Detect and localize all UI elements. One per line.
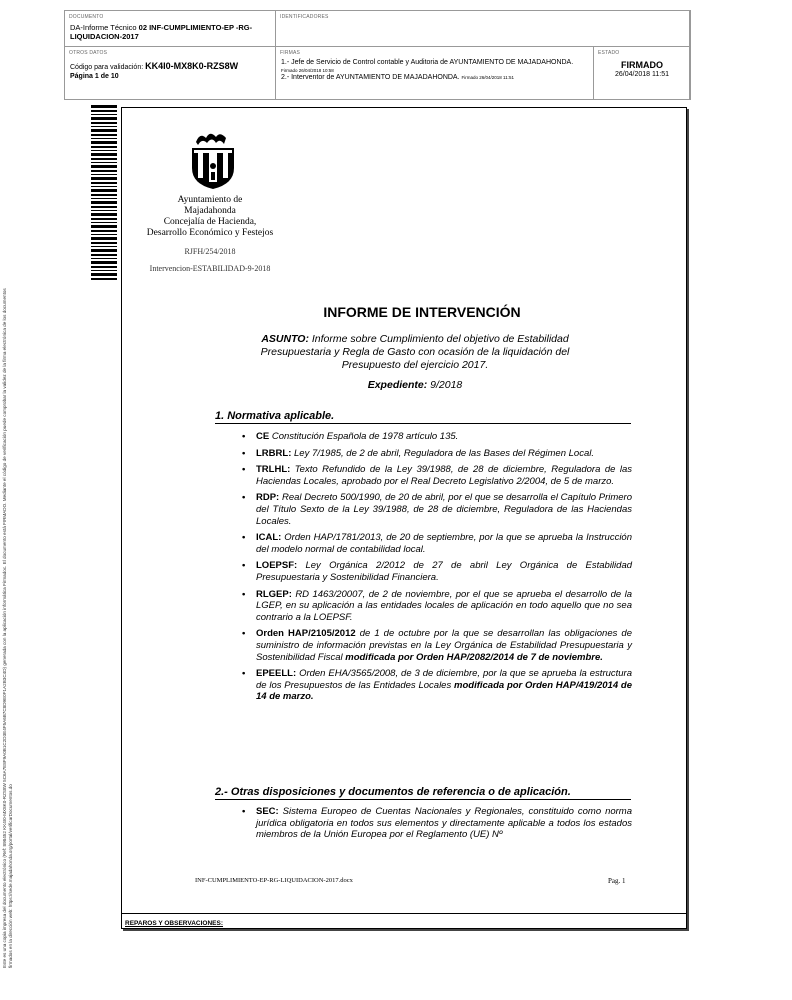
list-item-text: RD 1463/20007, de 2 de noviembre, por el que se aprueba el desarrollo de la LGEP, en su aplicación a las entidades locales de aplicación en todo aquello que no sea contrario a la LOEPSF. [256,588,633,623]
list-item [242,448,632,460]
signature-1 [281,59,591,75]
section-1-list [242,431,632,708]
document-title-bold: 02 INF-CUMPLIMIENTO-EP -RG-LIQUIDACION-2017 [70,23,253,41]
letterhead-line-4: Desarrollo Económico y Festejos [146,228,274,238]
letterhead-line-2: Majadahonda [184,206,236,216]
signature-2-text: 2.- Interventor de AYUNTAMIENTO DE MAJADAHONDA. [281,74,460,81]
list-item-text: Orden HAP/1781/2013, de 20 de septiembre, por la que se aprueba la Instrucción del modelo normal de contabilidad local. [256,532,633,555]
footer-filename: INF-CUMPLIMIENTO-EP-RG-LIQUIDACION-2017.docx [195,877,353,884]
letterhead-line-1: Ayuntamiento de [177,195,243,205]
identificadores-caption: IDENTIFICADORES [280,14,329,20]
signature-2 [281,74,591,81]
letterhead-line-3: Concejalía de Hacienda, [163,217,257,227]
list-item [242,431,632,443]
documento-caption: DOCUMENTO [69,14,104,20]
expediente-label: Expediente: [367,379,428,391]
reference-code-2: Intervencion-ESTABILIDAD-9-2018 [149,264,271,273]
list-item-amendment: modificada por Orden HAP/2082/2014 de 7 de noviembre. [345,651,603,663]
list-item-key: Orden HAP/2105/2012 [256,628,356,640]
list-item [242,532,632,555]
list-item-text: Ley 7/1985, de 2 de abril, Reguladora de las Bases del Régimen Local. [294,447,594,459]
validation-code-label: Código para validación: [70,64,144,71]
list-item-key: ICAL: [256,532,282,544]
verification-side-text: Este es una copia impresa del documento electrónico (Ref: 898452 KK4I0-MX8K0-RZS8W 5C6A7E8F9A0B1C2D3E4F5A6B7C8D9E0F1A2B3C4D) generada con la aplicación informática Firmadoc. El documento está FIRMADO. Mediante el código de verificación puede comprobar la validez de la firma electrónica de los documentos firmados en la dirección web: https://sede.majadahonda.org/portal/verificarDocumentos.do [2,288,13,968]
section-1-title: 1. Normativa aplicable. [215,410,631,424]
documento-cell [65,11,276,47]
validation-code-value[interactable]: KK4I0-MX8K0-RZS8W [145,61,239,71]
expediente-value: 9/2018 [430,379,463,391]
list-item-key: SEC: [256,806,279,817]
list-item-text: de 1 de octubre por la que se desarrollan las obligaciones de suministro de información previstas en la Ley Orgánica de Estabilidad Presupuestaria y Sostenibilidad Fiscal [256,628,632,663]
list-item [242,560,632,583]
list-item-text: Sistema Europeo de Cuentas Nacionales y Regionales, constituido como norma jurídica obligatoria en todos sus elementos y directamente aplicable a todos los estados miembros de la Unión Europea por el Reglamento (UE) Nº [256,806,633,841]
list-item-key: LOEPSF: [256,560,298,572]
list-item-text: Constitución Española de 1978 artículo 135. [271,431,459,442]
document-header-table [64,10,691,100]
expediente [235,379,595,391]
status-badge: FIRMADO [621,60,663,70]
otros-datos-caption: OTROS DATOS [69,50,108,56]
observations-label: REPAROS Y OBSERVACIONES: [121,913,687,929]
list-item-text: Ley Orgánica 2/2012 de 27 de abril Ley Orgánica de Estabilidad Presupuestaria y Sostenibilidad Financiera. [256,560,633,583]
otros-datos-cell [65,47,276,100]
list-item [242,589,632,624]
list-item-text: Texto Refundido de la Ley 39/1988, de 28 de diciembre, Reguladora de las Haciendas Locales, aprobado por el Real Decreto Legislativo 2/2004, de 5 de marzo. [256,464,632,487]
section-2-title: 2.- Otras disposiciones y documentos de referencia o de aplicación. [215,786,631,800]
list-item [242,464,632,487]
signature-1-date: Firmado 26/04/2018 10:58 [281,68,334,73]
list-item-key: EPEELL: [256,668,297,680]
footer-page-number: Pag. 1 [608,877,626,885]
list-item-key: RDP: [256,492,280,504]
list-item [242,668,632,703]
estado-caption: ESTADO [598,50,620,56]
validation-code [70,61,238,71]
subject [235,333,595,372]
majadahonda-crest-icon [190,128,236,190]
letterhead [140,195,280,239]
reference-code-1: RJFH/254/2018 [184,247,236,256]
signature-1-text: 1.- Jefe de Servicio de Control contable y Auditoria de AYUNTAMIENTO DE MAJADAHONDA. [281,59,574,66]
identificadores-cell [276,11,690,47]
subject-label: ASUNTO: [261,333,309,345]
page-indicator: Página 1 de 10 [70,73,119,80]
list-item [242,628,632,663]
list-item-text: Real Decreto 500/1990, de 20 de abril, por el que se desarrolla el Capítulo Primero del Título Sexto de la Ley 39/1988, de 28 de diciembre, Reguladora de las Haciendas Locales. [256,492,632,527]
estado-cell [594,47,690,100]
list-item-key: LRBRL: [256,447,292,459]
barcode-icon [91,105,117,280]
list-item-text: Orden EHA/3565/2008, de 3 de diciembre, por la que se aprueba la estructura de los Presupuestos de las Entidades Locales [256,668,633,691]
list-item-key: CE [256,431,270,442]
document-title-prefix: DA-Informe Técnico [70,23,137,32]
section-2-list [242,806,632,846]
signature-2-date: Firmado 26/04/2018 11:51 [461,75,514,80]
list-item [242,806,632,841]
status-date: 26/04/2018 11:51 [615,71,669,78]
list-item-key: RLGEP: [256,588,292,600]
firmas-caption: FIRMAS [280,50,301,56]
list-item [242,492,632,527]
list-item-key: TRLHL: [256,464,291,476]
subject-text: Informe sobre Cumplimiento del objetivo de Estabilidad Presupuestaria y Regla de Gasto con ocasión de la liquidación del Presupuesto del ejercicio 2017. [260,333,570,371]
document-title [70,23,270,41]
list-item-amendment: modificada por Orden HAP/419/2014 de 14 de marzo. [256,679,632,703]
firmas-cell [276,47,594,100]
report-title: INFORME DE INTERVENCIÓN [323,304,521,320]
